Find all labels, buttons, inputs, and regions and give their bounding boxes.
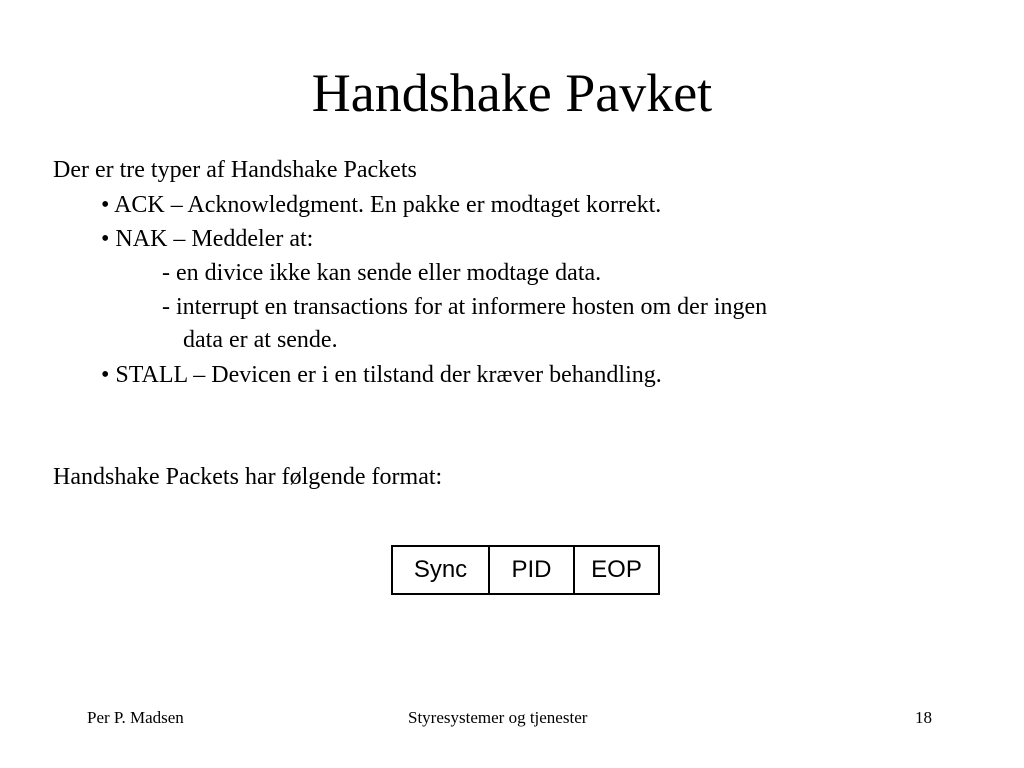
bullet-nak: • NAK – Meddeler at: <box>101 226 314 252</box>
nak-subpoint-2: - interrupt en transactions for at informere hosten om der ingen <box>162 294 768 320</box>
packet-field-sync: Sync <box>413 556 468 583</box>
intro-text: Der er tre typer af Handshake Packets <box>53 157 417 183</box>
footer-page-number: 18 <box>915 708 932 727</box>
packet-format-diagram <box>391 545 660 595</box>
slide-title: Handshake Pavket <box>311 63 713 123</box>
packet-field-eop: EOP <box>573 547 658 593</box>
nak-subpoint-2-continued: data er at sende. <box>183 327 338 353</box>
footer-course: Styresystemer og tjenester <box>408 708 588 727</box>
packet-field-pid: PID <box>488 547 573 593</box>
bullet-ack: • ACK – Acknowledgment. En pakke er modtaget korrekt. <box>101 192 662 218</box>
footer-author: Per P. Madsen <box>87 708 184 727</box>
format-intro-text: Handshake Packets har følgende format: <box>53 464 443 490</box>
bullet-stall: • STALL – Devicen er i en tilstand der kræver behandling. <box>101 362 662 388</box>
nak-subpoint-1: - en divice ikke kan sende eller modtage data. <box>162 260 602 286</box>
